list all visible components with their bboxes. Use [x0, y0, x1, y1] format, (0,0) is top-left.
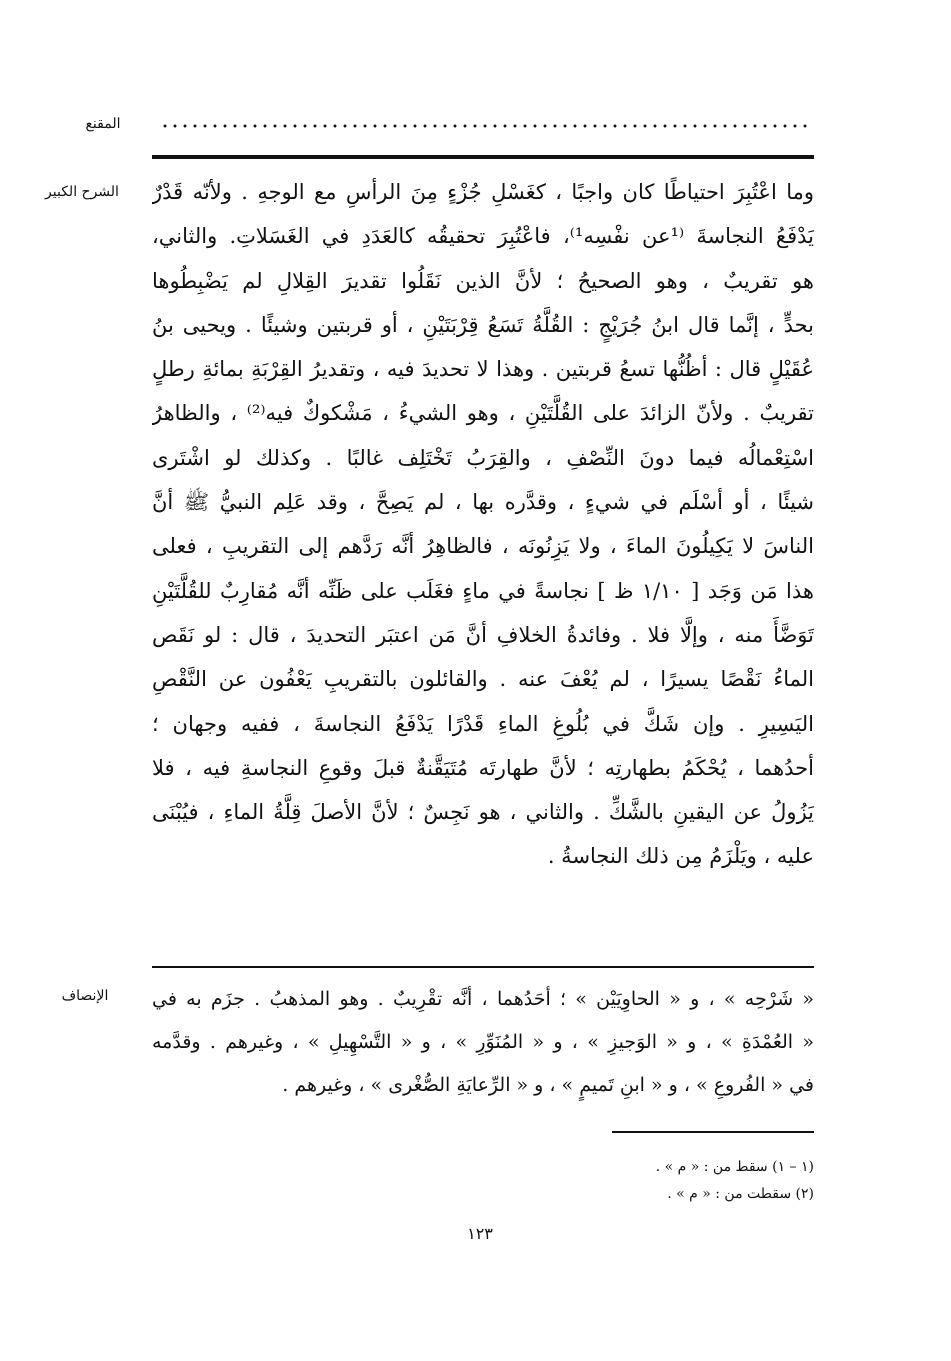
text-line: اليَسِيرِ . وإن شَكَّ في بُلُوغِ الماءِ قَدْرًا يَدْفَعُ النجاسةَ ، ففيه وجهان ؛	[152, 711, 814, 736]
text-line: هو تقريبٌ ، وهو الصحيحُ ؛ لأنَّ الذين نَقَلُوا تقديرَ القِلالِ لم يَضْبِطُوها	[152, 268, 814, 293]
footnote-rule	[612, 1131, 814, 1133]
text-line: بحدٍّ ، إنَّما قال ابنُ جُرَيْجٍ : القُلَّةُ تَسَعُ قِرْبَتَيْنِ ، أو قربتين وشيئًا . ويحيى بنُ	[152, 312, 814, 337]
text-line: هذا مَن وَجَد [ ١/١٠ ظ ] نجاسةً في ماءٍ فغَلَب على ظَنِّه أنَّه مُقارِبٌ للقُلَّتَيْنِ	[152, 578, 814, 603]
text-line: عليه ، ويَلْزَمُ مِن ذلك النجاسةُ .	[547, 844, 814, 869]
text-line: وما اعْتُبِرَ احتياطًا كان واجبًا ، كغَسْلِ جُزْءٍ مِنَ الرأسِ مع الوجهِ . ولأنّه قَدْرٌ	[152, 180, 814, 204]
text-line: يَزُولُ عن اليقينِ بالشَّكِّ . والثاني ، هو نَجِسٌ ؛ لأنَّ الأصلَ قِلَّةُ الماءِ ، فيُبْنَى	[152, 800, 814, 825]
footnotes	[400, 1154, 814, 1208]
footnote: (٢) سقطت من : « م » .	[667, 1186, 814, 1202]
text-line: تقريبٌ . ولأنّ الزائدَ على القُلَّتَيْنِ ، وهو الشيءُ ، مَشْكوكٌ فيه⁽²⁾ ، والظاهرُ	[152, 401, 814, 426]
text-line: « شَرْحِه » ، و « الحاوِيَيْن » ؛ أحَدُهما ، أنَّه تقْرِيبٌ . وهو المذهبُ . جزَم به في	[152, 988, 814, 1010]
text-line: شيئًا ، أو أسْلَم في شيءٍ ، وقدَّره بها ، لم يَصِحَّ ، وقد عَلِم النبيُّ ﷺ أنَّ	[152, 490, 814, 515]
text-line: أحدُهما ، يُحْكَمُ بطهارتِه ؛ لأنَّ طهارتَه مُتَيَقَّنةٌ قبلَ وقوعِ النجاسةِ فيه ، فلا	[152, 755, 814, 780]
page-number: ١٢٣	[467, 1224, 493, 1243]
section-divider	[152, 966, 814, 968]
text-line: الماءُ نَقْصًا يسيرًا ، لم يُعْفَ عنه . والقائلون بالتقريبِ يَعْفُون عن النَّقْصِ	[152, 667, 814, 692]
text-line: يَدْفَعُ النجاسةَ ⁽¹عن نفْسِه¹⁾، فاعْتُبِرَ تحقيقُه كالعَدَدِ في الغَسَلاتِ. والثاني،	[152, 224, 814, 249]
footnote: (١ – ١) سقط من : « م » .	[655, 1159, 814, 1175]
text-line: الناسَ لا يَكِيلُونَ الماءَ ، ولا يَزِنُونَه ، فالظاهِرُ أنَّه رَدَّهم إلى التقريبِ ، فعلى	[152, 534, 814, 559]
insaf-text	[152, 978, 814, 1107]
running-title: المقنع	[85, 116, 121, 132]
sharh-text	[152, 170, 814, 879]
text-line: عُقَيْلٍ قال : أظُنُّها تسعُ قربتين . وهذا لا تحديدَ فيه ، وتقديرُ القِرْبَةِ بمائةِ رطلٍ	[152, 357, 814, 382]
section-label-insaf: الإنصاف	[61, 988, 109, 1004]
header-rule	[152, 155, 814, 159]
header-dotted-line	[160, 119, 812, 133]
text-line: تَوَضَّأَ منه ، وإلَّا فلا . وفائدةُ الخلافِ أنَّ مَن اعتبَر التحديدَ ، قال : لو نَقَص	[152, 622, 814, 647]
text-line: اسْتِعْمالُه فيما دونَ النِّصْفِ ، والقِرَبُ تَخْتَلِف غالبًا . وكذلك لو اشْتَرى	[152, 445, 814, 470]
text-line: « العُمْدَةِ » ، و « الوَجيزِ » ، و « المُنَوِّرِ » ، و « التَّسْهِيلِ » ، وغيرهم . وقدَّمه	[152, 1031, 814, 1053]
section-label-sharh: الشرح الكبير	[45, 184, 119, 200]
text-line: في « الفُروعِ » ، و « ابنِ تَميمٍ » ، و « الرِّعايَةِ الصُّغْرى » ، وغيرهم .	[282, 1074, 814, 1096]
